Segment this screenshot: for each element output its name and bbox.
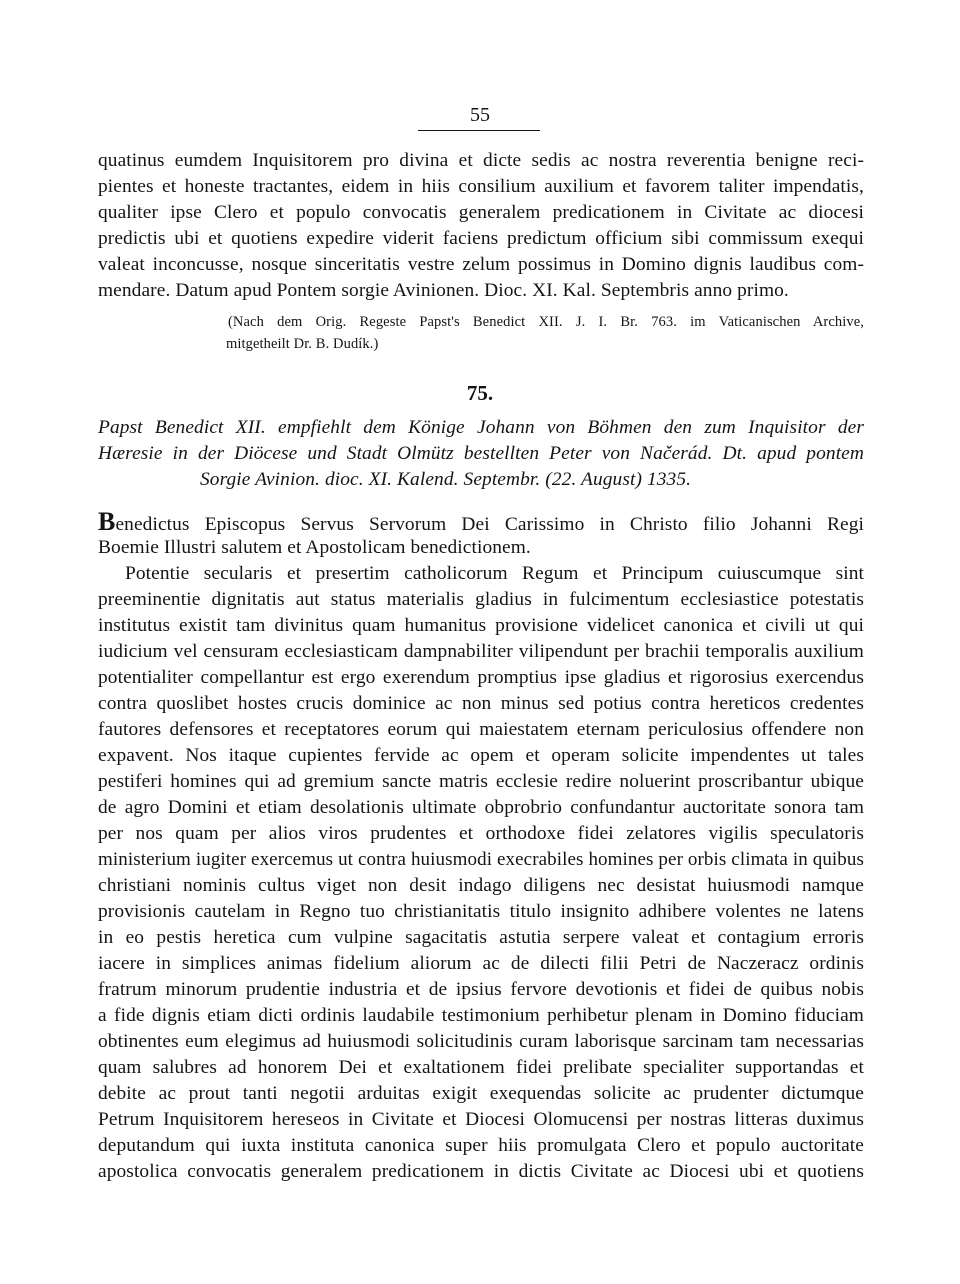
text-line: de agro Domini et etiam desolationis ultimate obprobrio confundantur auctoritate sonora tam <box>98 797 864 818</box>
source-note-line: mitgetheilt Dr. B. Dudík.) <box>226 336 379 352</box>
text-line: Boemie Illustri salutem et Apostolicam benedictionem. <box>98 537 531 558</box>
text-line: potentialiter compellantur est ergo exerendum promptius ipse gladius et rigorosius exercendus <box>98 667 864 688</box>
text-line: quatinus eumdem Inquisitorem pro divina et dicte sedis ac nostra reverentia benigne reci- <box>98 150 864 171</box>
text-line: obtinentes eum elegimus ad huiusmodi solicitudinis curam laborisque sarcinam tam necessarias <box>98 1031 864 1052</box>
heading-line: Papst Benedict XII. empfiehlt dem Könige Johann von Böhmen den zum Inquisitor der <box>98 417 864 438</box>
text-line: a fide dignis etiam dicti ordinis laudabile testimonium perhibetur plenam in Domino fiduciam <box>98 1005 864 1026</box>
text-line: Potentie secularis et presertim catholicorum Regum et Principum cuiuscumque sint <box>125 563 864 584</box>
text-line: fautores defensores et receptatores eorum qui maiestatem eternam periculosius offendere non <box>98 719 864 740</box>
text-line: contra quoslibet hostes crucis dominice ac non minus sed potius contra hereticos credentes <box>98 693 864 714</box>
text-line: provisionis cautelam in Regno tuo christianitatis titulo insignito adhibere volentes ne latens <box>98 901 864 922</box>
source-note <box>228 311 864 355</box>
text-line: fratrum minorum prudentie industria et de ipsius fervore devotionis et fidei de quibus nobis <box>98 979 864 1000</box>
text-line: christiani nominis cultus viget non desit indago diligens nec desistat huiusmodi namque <box>98 875 864 896</box>
heading-line: Sorgie Avinion. dioc. XI. Kalend. Septembr. (22. August) 1335. <box>200 469 692 490</box>
text-line: predictis ubi et quotiens expedire viderit faciens predictum officium sibi commissum exequi <box>98 228 864 249</box>
text-line: qualiter ipse Clero et populo convocatis generalem predicationem in Civitate ac diocesi <box>98 202 864 223</box>
text-line: debite ac prout tanti negotii arduitas exigit exequendas solicite ac prudenter dictumque <box>98 1083 864 1104</box>
text-line: iudicium vel censuram ecclesiasticam dampnabiliter vilipendunt per brachii temporalis auxilium <box>98 641 864 662</box>
text-line: quam salubres ad honorem Dei et exaltationem fidei prelibate specialiter supportandas et <box>98 1057 864 1078</box>
text-line: institutus existit tam divinitus quam humanitus provisione videlicet canonica et civili ut qui <box>98 615 864 636</box>
text-line: pientes et honeste tractantes, eidem in hiis consilium auxilium et favorem taliter impendatis, <box>98 176 864 197</box>
text-line: per nos quam per alios viros prudentes et orthodoxe fidei zelatores vigilis speculatoris <box>98 823 864 844</box>
text-line: apostolica convocatis generalem predicationem in dictis Civitate ac Diocesi ubi et quotiens <box>98 1161 864 1182</box>
document-number: 75. <box>466 381 494 405</box>
drop-cap: B <box>98 509 116 535</box>
text-line: valeat inconcusse, nosque sinceritatis vestre zelum possimus in Domino dignis laudibus com- <box>98 254 864 275</box>
text-line: deputandum qui iuxta instituta canonica super hiis promulgata Clero et populo auctoritate <box>98 1135 864 1156</box>
page-number: 55 <box>470 104 490 126</box>
text-line: in eo pestis heretica cum vulpine sagacitatis astutia serpere valeat et contagium erroris <box>98 927 864 948</box>
top-paragraph <box>98 148 864 304</box>
letter-opening <box>98 509 864 561</box>
source-note-line: (Nach dem Orig. Regeste Papst's Benedict XII. J. I. Br. 763. im Vaticanischen Archive, <box>228 314 864 330</box>
heading-line: Hæresie in der Diöcese und Stadt Olmütz bestellten Peter von Načerád. Dt. apud pontem <box>98 443 864 464</box>
body-paragraph <box>98 561 864 1185</box>
document-heading <box>98 415 864 493</box>
text-segment: enedictus Episcopus Servus Servorum Dei Carissimo in Christo filio Johanni Regi <box>115 514 864 535</box>
text-line: expavent. Nos itaque cupientes fervide ac opem et operam solicite impendentes ut tales <box>98 745 864 766</box>
page-number-rule <box>418 130 540 131</box>
text-line: mendare. Datum apud Pontem sorgie Avinionen. Dioc. XI. Kal. Septembris anno primo. <box>98 280 789 301</box>
text-line: Petrum Inquisitorem hereseos in Civitate et Diocesi Olomucensi per nostras litteras duximus <box>98 1109 864 1130</box>
text-line: ministerium iugiter exercemus ut contra huiusmodi execrabiles homines per orbis climata in quibus <box>98 849 864 870</box>
text-line: preeminentie dignitatis aut status materialis gladius in fulcimentum ecclesiastice potestatis <box>98 589 864 610</box>
text-line <box>98 509 864 535</box>
text-line: pestiferi homines qui ad gremium sancte matris ecclesie redire noluerint proscribantur ubique <box>98 771 864 792</box>
text-line: iacere in simplices animas fidelium aliorum ac de dilecti filii Petri de Naczeracz ordinis <box>98 953 864 974</box>
